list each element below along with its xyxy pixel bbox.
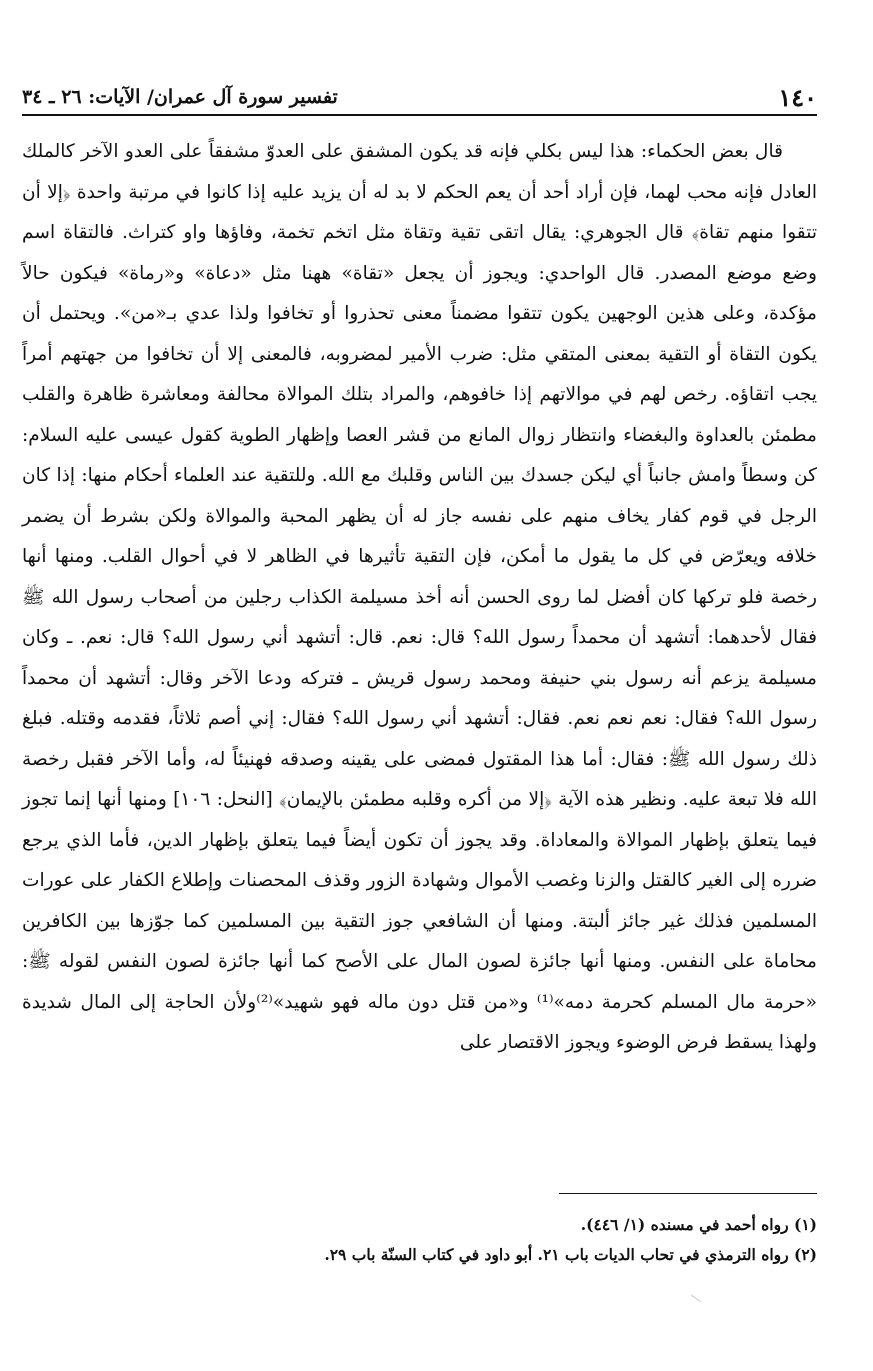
- scan-mark: [691, 1295, 701, 1303]
- footnotes: [22, 1210, 817, 1270]
- running-header: [22, 80, 817, 116]
- footnote-1: (١) رواه أحمد في مسنده (١/ ٤٤٦).: [580, 1215, 817, 1234]
- footnote-2: (٢) رواه الترمذي في تحاب الديات باب ٢١. أبو داود في كتاب السنّة باب ٢٩.: [324, 1245, 817, 1264]
- running-title: تفسير سورة آل عمران/ الآيات: ٢٦ ـ ٣٤: [22, 86, 338, 108]
- body-paragraph: قال بعض الحكماء: هذا ليس بكلي فإنه قد يكون المشفق على العدوّ مشفقاً على العدو الآخر كالملك العادل فإنه محب لهما، فإن أراد أحد أن يعم الحكم لا بد له أن يزيد عليه إذا كانوا في مرتبة واحدة ﴿إلا أن تتقوا منهم تقاة﴾ قال الجوهري: يقال اتقى تقية وتقاة مثل اتخم تخمة، وفاؤها واو كتراث. فالتقاة اسم وضع موضع المصدر. قال الواحدي: ويجوز أن يجعل «تقاة» ههنا مثل «دعاة» و«رماة» فيكون حالاً مؤكدة، وعلى هذين الوجهين يكون تتقوا مضمناً معنى تحذروا أو تخافوا ولذا عدي بـ«من». ويحتمل أن يكون التقاة أو التقية بمعنى المتقي مثل: ضرب الأمير لمضروبه، فالمعنى إلا أن تخافوا من جهتهم أمراً يجب اتقاؤه. رخص لهم في موالاتهم إذا خافوهم، والمراد بتلك الموالاة محالفة ومعاشرة ظاهرة والقلب مطمئن بالعداوة والبغضاء وانتظار زوال المانع من قشر العصا وإظهار الطوية كقول عيسى عليه السلام: كن وسطاً وامش جانباً أي ليكن جسدك بين الناس وقلبك مع الله. وللتقية عند العلماء أحكام منها: إذا كان الرجل في قوم كفار يخاف منهم على نفسه جاز له أن يظهر المحبة والموالاة ولكن بشرط أن يضمر خلافه ويعرّض في كل ما يقول ما أمكن، فإن التقية تأثيرها في الظاهر لا في أحوال القلب. ومنها أنها رخصة فلو تركها كان أفضل لما روى الحسن أنه أخذ مسيلمة الكذاب رجلين من أصحاب رسول الله ﷺ فقال لأحدهما: أتشهد أن محمداً رسول الله؟ قال: نعم. قال: أتشهد أني رسول الله؟ قال: نعم. ـ وكان مسيلمة يزعم أنه رسول بني حنيفة ومحمد رسول قريش ـ فتركه ودعا الآخر وقال: أتشهد أن محمداً رسول الله؟ فقال: نعم نعم نعم. فقال: أتشهد أني رسول الله؟ فقال: إني أصم ثلاثاً، فقدمه وقتله. فبلغ ذلك رسول الله ﷺ: فقال: أما هذا المقتول فمضى على يقينه وصدقه فهنيئاً له، وأما الآخر فقبل رخصة الله فلا تبعة عليه. ونظير هذه الآية ﴿إلا من أكره وقلبه مطمئن بالإيمان﴾ [النحل: ١٠٦] ومنها أنها إنما تجوز فيما يتعلق بإظهار الموالاة والمعاداة. وقد يجوز أن تكون أيضاً فيما يتعلق بإظهار الدين، فأما الذي يرجع ضرره إلى الغير كالقتل والزنا وغصب الأموال وشهادة الزور وقذف المحصنات وإطلاع الكفار على عورات المسلمين فذلك غير جائز ألبتة. ومنها أن الشافعي جوز التقية بين المسلمين كما جوّزها بين الكافرين محاماة على النفس. ومنها أنها جائزة لصون المال على الأصح كما أنها جائزة لصون النفس لقوله ﷺ: «حرمة مال المسلم كحرمة دمه»⁽¹⁾ و«من قتل دون ماله فهو شهيد»⁽²⁾ولأن الحاجة إلى المال شديدة ولهذا يسقط فرض الوضوء ويجوز الاقتصار على: [22, 141, 818, 1053]
- footnote-separator: [559, 1193, 817, 1194]
- main-text: [22, 132, 817, 1064]
- page-number: ١٤٠: [778, 82, 817, 112]
